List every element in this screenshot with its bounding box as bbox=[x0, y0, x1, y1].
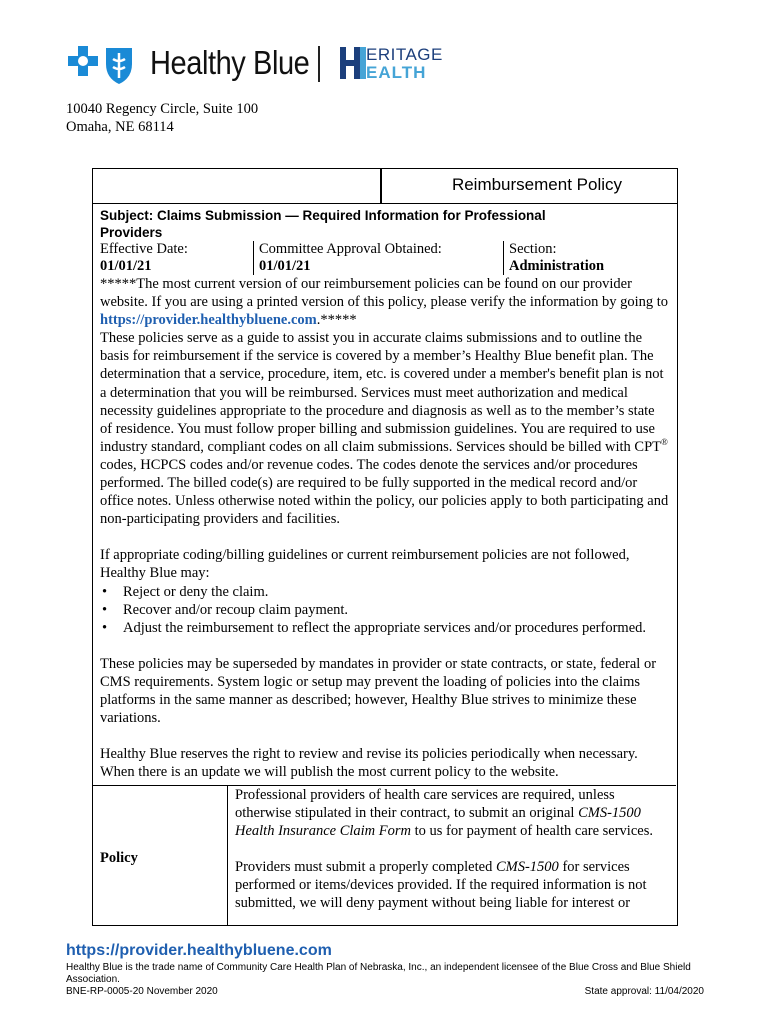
paragraph-guidelines bbox=[100, 329, 670, 528]
heritage-logo-text-top: ERITAGE bbox=[366, 45, 443, 64]
committee-approval-value: 01/01/21 bbox=[259, 258, 311, 274]
title-cell-divider bbox=[380, 169, 382, 203]
section bbox=[509, 241, 604, 275]
address-line-1: 10040 Regency Circle, Suite 100 bbox=[66, 101, 259, 117]
website-notice bbox=[100, 275, 670, 329]
list-item-text: Adjust the reimbursement to reflect the appropriate services and/or procedures performed. bbox=[123, 619, 647, 636]
policy-text: for services performed or items/devices provided. If the required information is not submitted, we will deny payment without being liable for interest or bbox=[235, 859, 647, 912]
footer-website-link[interactable]: https://provider.healthybluene.com bbox=[66, 942, 332, 959]
footer-legal-notice: Healthy Blue is the trade name of Community Care Health Plan of Nebraska, Inc., an independent licensee of the Blue Cross and Blue Shield Association. bbox=[66, 962, 691, 985]
policy-paragraph-2 bbox=[235, 858, 673, 912]
mailing-address bbox=[66, 100, 258, 136]
paragraph-text: These policies serve as a guide to assist you in accurate claims submissions and to outline the basis for reimbursement if the service is covered by a member’s Healthy Blue benefit plan. The determination that a service, procedure, item, etc. is covered under a member's benefit plan is not a determination that you will be reimbursed. Services must meet authorization and medical necessity guidelines appropriate to the procedure and diagnosis as well as to the member’s state of residence. You must follow proper billing and submission guidelines. You are required to use industry standard, compliant codes on all claim submissions. Services should be billed with CPT bbox=[100, 330, 664, 455]
list-item-text: Recover and/or recoup claim payment. bbox=[123, 601, 349, 618]
notice-text: *****The most current version of our reimbursement policies can be found on our provider website. If you are using a printed version of this policy, please verify the information by going to bbox=[100, 276, 669, 311]
bullet-icon: • bbox=[102, 619, 108, 636]
form-name: CMS-1500 bbox=[495, 859, 559, 876]
spacer bbox=[235, 840, 673, 858]
policy-table bbox=[92, 168, 678, 926]
logo-divider bbox=[318, 46, 320, 82]
provider-website-link[interactable]: https://provider.healthybluene.com bbox=[100, 312, 317, 329]
policy-section-label: Policy bbox=[100, 850, 138, 866]
spacer bbox=[100, 637, 670, 655]
state-approval-date: State approval: 11/04/2020 bbox=[584, 986, 704, 997]
policy-title: Reimbursement Policy bbox=[451, 175, 622, 194]
blue-cross-blue-shield-logo-icon bbox=[66, 44, 150, 86]
effective-date-value: 01/01/21 bbox=[100, 258, 152, 274]
heritage-logo-text-bottom: EALTH bbox=[366, 63, 427, 82]
registered-mark: ® bbox=[661, 437, 668, 448]
policy-subject bbox=[93, 204, 677, 241]
policy-text: Professional providers of health care services are required, unless otherwise stipulated in their contract, to submit an original bbox=[235, 787, 615, 822]
effective-date bbox=[100, 241, 188, 275]
meta-divider bbox=[253, 241, 254, 275]
list-item bbox=[100, 583, 670, 601]
form-name: CMS-1500 Health Insurance Claim Form bbox=[235, 805, 641, 840]
committee-approval bbox=[259, 241, 442, 275]
spacer bbox=[100, 528, 670, 546]
paragraph-text: codes, HCPCS codes and/or revenue codes. The codes denote the services and/or procedures performed. The billed code(s) are required to be fully supported in the medical record and/or office notes. Unless otherwise noted within the policy, our policies apply to both participating and non-participating providers and facilities. bbox=[100, 456, 669, 528]
policy-section-text bbox=[235, 786, 673, 913]
meta-divider bbox=[503, 241, 504, 275]
subject-line-1: Subject: Claims Submission — Required Information for Professional bbox=[100, 208, 546, 223]
policy-section-row bbox=[93, 785, 676, 926]
policy-text: to us for payment of health care services. bbox=[411, 823, 653, 840]
list-item bbox=[100, 619, 670, 637]
healthy-blue-wordmark: Healthy Blue bbox=[150, 44, 310, 81]
paragraph-non-compliance: If appropriate coding/billing guidelines or current reimbursement policies are not followed, Healthy Blue may: bbox=[100, 547, 630, 582]
address-line-2: Omaha, NE 68114 bbox=[66, 119, 174, 135]
bullet-icon: • bbox=[102, 601, 108, 618]
effective-date-label: Effective Date: bbox=[100, 241, 188, 257]
list-item bbox=[100, 601, 670, 619]
policy-text: Providers must submit a properly completed bbox=[235, 859, 496, 876]
committee-approval-label: Committee Approval Obtained: bbox=[259, 241, 442, 257]
policy-body bbox=[93, 275, 677, 781]
paragraph-mandates: These policies may be superseded by mandates in provider or state contracts, or state, federal or CMS requirements. System logic or setup may prevent the loading of policies into the claims platforms in the same manner as described; however, Healthy Blue strives to minimize these variations. bbox=[100, 655, 657, 727]
paragraph-revisions: Healthy Blue reserves the right to review and revise its policies periodically when necessary. When there is an update we will publish the most current policy to the website. bbox=[100, 746, 638, 781]
action-list bbox=[100, 583, 670, 637]
section-label: Section: bbox=[509, 241, 557, 257]
policy-meta-row bbox=[93, 241, 677, 275]
section-value: Administration bbox=[509, 258, 605, 274]
subject-line-2: Providers bbox=[100, 225, 163, 240]
spacer bbox=[100, 727, 670, 745]
title-row bbox=[93, 169, 677, 204]
list-item-text: Reject or deny the claim. bbox=[123, 583, 269, 600]
header-logos bbox=[66, 44, 486, 88]
notice-end: .***** bbox=[316, 312, 357, 329]
document-id: BNE-RP-0005-20 November 2020 bbox=[66, 986, 218, 997]
policy-paragraph-1 bbox=[235, 786, 673, 840]
bullet-icon: • bbox=[102, 583, 108, 600]
policy-section-divider bbox=[227, 786, 228, 926]
